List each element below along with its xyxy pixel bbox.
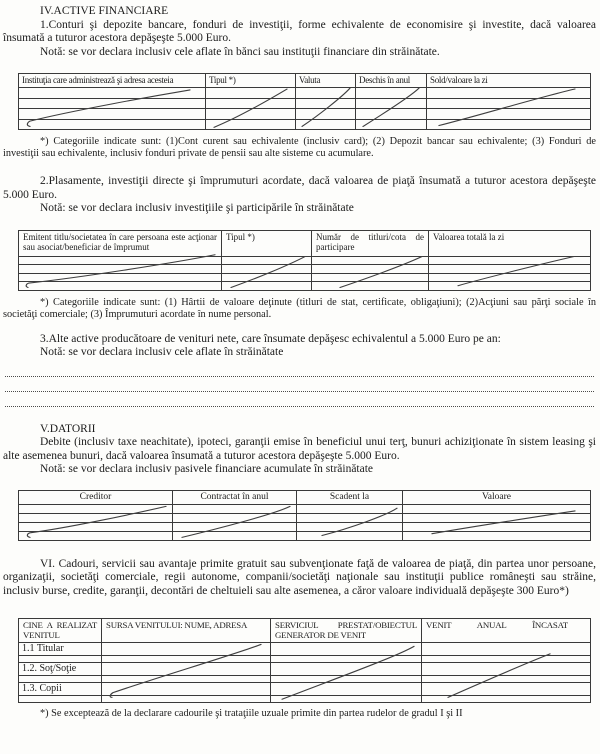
empty-cell — [422, 683, 591, 696]
empty-cell — [403, 531, 591, 540]
empty-cell — [297, 513, 403, 522]
empty-cell — [271, 696, 422, 703]
empty-cell — [19, 522, 173, 531]
empty-cell — [427, 119, 591, 130]
empty-cell — [427, 109, 591, 120]
empty-cell — [422, 656, 591, 663]
table-row-titular — [19, 643, 591, 656]
empty-cell — [271, 663, 422, 676]
row-label-titular: 1.1 Titular — [19, 643, 102, 656]
cadouri-footnote: *) Se exceptează de la declarare cadourile şi trataţiile uzuale primite din partea rudelor de gradul I şi II — [40, 708, 463, 719]
empty-cell — [296, 119, 356, 130]
empty-cell — [427, 88, 591, 99]
empty-cell — [271, 676, 422, 683]
section-iv-item2-nota: Notă: se vor declara inclusiv investiţiile şi participările în străinătate — [40, 202, 354, 214]
col-header-numar-titluri: Număr de titluri/cota de participare — [312, 230, 429, 256]
empty-cell — [312, 273, 429, 282]
empty-cell — [19, 656, 102, 663]
empty-cell — [173, 513, 297, 522]
empty-cell — [403, 513, 591, 522]
empty-cell — [102, 643, 271, 656]
empty-cell — [102, 663, 271, 676]
col-header-contractat: Contractat în anul — [173, 490, 297, 504]
section-iv-item3-nota: Notă: se vor declara inclusiv cele aflate în străinătate — [40, 346, 284, 358]
section-vi-text: VI. Cadouri, servicii sau avantaje primite gratuit sau subvenţionate faţă de valoarea de piaţă, din partea unor persoane, organizaţii, societăţi comerciale, regii autonome, companii/societăţi naţionale sau instituţii publice româneşti sau străine, inclusiv burse, credite, garanţii, decontări de cheltuieli sau alte asemenea, a căror valoare individuală depăşeşte 300 Euro*) — [3, 557, 596, 597]
table-row-sot-sotie — [19, 663, 591, 676]
section-iv-title: IV.ACTIVE FINANCIARE — [40, 5, 169, 17]
table-row — [19, 696, 591, 703]
empty-cell — [19, 88, 206, 99]
table-row — [19, 656, 591, 663]
section-iv-item2-text: 2.Plasamente, investiţii directe şi împrumuturi acordate, dacă valoarea de piaţă însumată a tuturor acestora depăşeşte 5.000 Euro. — [3, 175, 596, 201]
table-row — [19, 88, 591, 99]
table-row — [19, 522, 591, 531]
empty-cell — [297, 531, 403, 540]
cadouri-header-row — [19, 619, 591, 643]
empty-cell — [19, 504, 173, 513]
empty-cell — [429, 273, 591, 282]
conturi-footnote: *) Categoriile indicate sunt: (1)Cont curent sau echivalente (inclusiv card); (2) Depozit bancar sau echivalente; (3) Fonduri de investiţii sau echivalente, inclusiv fonduri private de pensii sau alte sisteme cu acumulare. — [3, 136, 596, 159]
col-header-tipul: Tipul *) — [206, 74, 296, 88]
empty-cell — [297, 504, 403, 513]
empty-cell — [102, 696, 271, 703]
col-header-venit-anual: VENIT ANUAL ÎNCASAT — [422, 619, 591, 643]
cadouri-table — [18, 618, 590, 703]
plasamente-footnote: *) Categoriile indicate sunt: (1) Hârtii de valoare deţinute (titluri de stat, certificate, obligaţiuni); (2)Acţiuni sau părţi sociale în societăţi comerciale; (3) Împrumuturi acordate în nume personal. — [3, 296, 596, 320]
empty-cell — [297, 522, 403, 531]
table-row — [19, 513, 591, 522]
plasamente-table — [18, 230, 590, 291]
col-header-deschis-in-anul: Deschis în anul — [356, 74, 427, 88]
empty-cell — [312, 256, 429, 265]
empty-cell — [206, 119, 296, 130]
table-row-copii — [19, 683, 591, 696]
empty-cell — [312, 282, 429, 291]
col-header-emitent: Emitent titlu/societatea în care persoana este acţionar sau asociat/beneficiar de împrumut — [19, 230, 222, 256]
table-row — [19, 109, 591, 120]
plasamente-header-row — [19, 230, 591, 256]
empty-cell — [19, 109, 206, 120]
empty-cell — [222, 282, 312, 291]
row-label-sot-sotie: 1.2. Soţ/Soţie — [19, 663, 102, 676]
table-row — [19, 273, 591, 282]
empty-cell — [19, 98, 206, 109]
empty-cell — [173, 504, 297, 513]
empty-cell — [222, 265, 312, 274]
section-v-text: Debite (inclusiv taxe neachitate), ipoteci, garanţii emise în beneficiul unui terţ, bunuri achiziţionate în sistem leasing şi alte asemenea bunuri, dacă valoarea însumată a tuturor acestora depăşeşte 5.000 Euro. — [3, 436, 596, 462]
empty-cell — [429, 265, 591, 274]
section-iv-item1-nota: Notă: se vor declara inclusiv cele aflate în bănci sau instituţii financiare din străinătate. — [40, 45, 440, 58]
table-row — [19, 119, 591, 130]
col-header-valoarea-totala: Valoarea totală la zi — [429, 230, 591, 256]
datorii-header-row — [19, 490, 591, 504]
dotted-fill-line — [5, 392, 594, 407]
col-header-serviciul-prestat: SERVICIUL PRESTAT/OBIECTUL GENERATOR DE VENIT — [271, 619, 422, 643]
empty-cell — [429, 256, 591, 265]
col-header-tipul: Tipul *) — [222, 230, 312, 256]
empty-cell — [403, 504, 591, 513]
table-row — [19, 504, 591, 513]
empty-cell — [356, 109, 427, 120]
empty-cell — [102, 683, 271, 696]
conturi-table — [18, 73, 590, 130]
section-iv-item1-text: 1.Conturi şi depozite bancare, fonduri de investiţii, forme echivalente de economisire şi investite, dacă valoarea însumată a tuturor acestora depăşeşte 5.000 Euro. — [3, 18, 596, 44]
empty-cell — [356, 119, 427, 130]
empty-cell — [173, 522, 297, 531]
empty-cell — [271, 643, 422, 656]
section-v-title: V.DATORII — [40, 422, 96, 435]
table-row — [19, 676, 591, 683]
fill-in-area — [3, 362, 596, 407]
empty-cell — [19, 513, 173, 522]
col-header-cine-a-realizat: CINE A REALIZAT VENITUL — [19, 619, 102, 643]
table-row — [19, 265, 591, 274]
section-iv-item3-text: 3.Alte active producătoare de venituri nete, care însumate depăşesc echivalentul a 5.000 Euro pe an: — [40, 332, 501, 345]
empty-cell — [271, 683, 422, 696]
col-header-sursa-venitului: SURSA VENITULUI: NUME, ADRESA — [102, 619, 271, 643]
empty-cell — [356, 98, 427, 109]
empty-cell — [173, 531, 297, 540]
empty-cell — [102, 656, 271, 663]
col-header-valuta: Valuta — [296, 74, 356, 88]
empty-cell — [222, 273, 312, 282]
col-header-creditor: Creditor — [19, 490, 173, 504]
row-label-copii: 1.3. Copii — [19, 683, 102, 696]
empty-cell — [19, 676, 102, 683]
empty-cell — [19, 696, 102, 703]
table-row — [19, 282, 591, 291]
empty-cell — [206, 109, 296, 120]
empty-cell — [296, 88, 356, 99]
table-row — [19, 256, 591, 265]
col-header-valoare: Valoare — [403, 490, 591, 504]
empty-cell — [422, 663, 591, 676]
empty-cell — [102, 676, 271, 683]
empty-cell — [312, 265, 429, 274]
empty-cell — [206, 88, 296, 99]
table-row — [19, 531, 591, 540]
empty-cell — [19, 256, 222, 265]
empty-cell — [427, 98, 591, 109]
table-row — [19, 98, 591, 109]
col-header-scadent: Scadent la — [297, 490, 403, 504]
col-header-institutia: Instituţia care administrează şi adresa acesteia — [19, 74, 206, 88]
empty-cell — [19, 273, 222, 282]
empty-cell — [19, 531, 173, 540]
empty-cell — [296, 98, 356, 109]
dotted-fill-line — [5, 362, 594, 377]
empty-cell — [206, 98, 296, 109]
empty-cell — [19, 119, 206, 130]
empty-cell — [19, 265, 222, 274]
conturi-header-row — [19, 74, 591, 88]
empty-cell — [271, 656, 422, 663]
empty-cell — [422, 676, 591, 683]
empty-cell — [296, 109, 356, 120]
empty-cell — [429, 282, 591, 291]
empty-cell — [403, 522, 591, 531]
empty-cell — [356, 88, 427, 99]
col-header-sold: Sold/valoare la zi — [427, 74, 591, 88]
empty-cell — [19, 282, 222, 291]
empty-cell — [222, 256, 312, 265]
section-v-nota: Notă: se vor declara inclusiv pasivele financiare acumulate în străinătate — [40, 463, 374, 475]
empty-cell — [422, 696, 591, 703]
empty-cell — [422, 643, 591, 656]
dotted-fill-line — [5, 377, 594, 392]
datorii-table — [18, 490, 590, 541]
